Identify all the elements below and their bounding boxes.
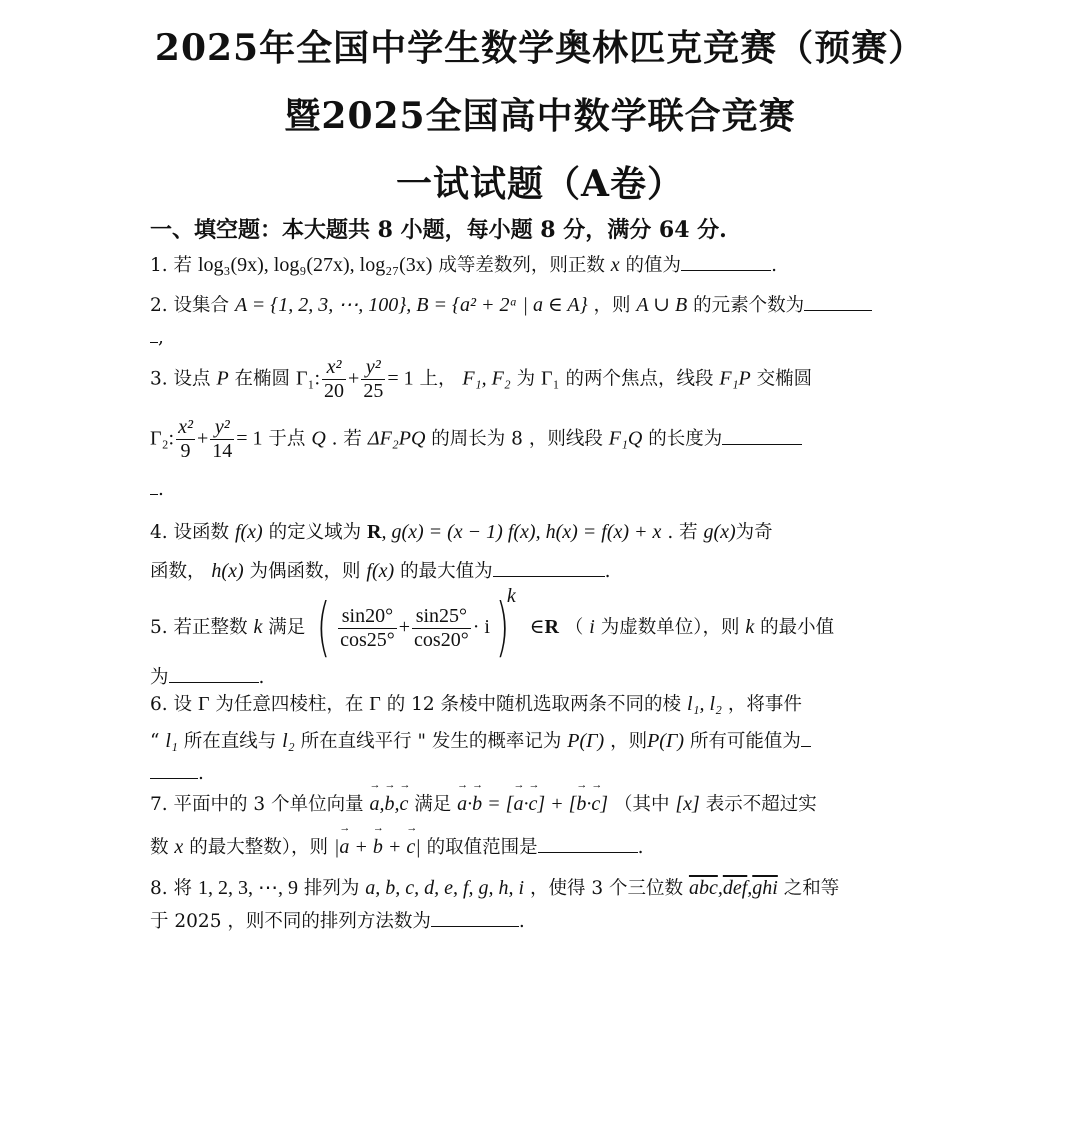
q8-letters: a, b, c, d, e, f, g, h, i bbox=[365, 877, 525, 899]
q3-number: 3. 设点 bbox=[150, 368, 211, 390]
q4-answer-blank bbox=[493, 558, 605, 577]
q3-eq-2: = 1 bbox=[236, 427, 263, 450]
q3-text-7: . 若 bbox=[331, 428, 362, 450]
q6-number: 6. 设 bbox=[150, 694, 193, 715]
q5-number: 5. 若正整数 bbox=[150, 617, 248, 638]
q8-number: 8. 将 bbox=[150, 878, 193, 899]
q7-text-3: 表示不超过实 bbox=[705, 794, 817, 815]
q7-text-2: （其中 bbox=[613, 794, 670, 815]
q3-text-6: 于点 bbox=[268, 428, 306, 450]
question-4 bbox=[150, 520, 773, 544]
q3-answer-blank bbox=[722, 426, 802, 445]
q8-def: $\overline{def}$ bbox=[722, 877, 748, 899]
q7-vec-a: → a bbox=[369, 792, 379, 816]
q6-text-3: ，将事件 bbox=[727, 694, 802, 715]
q8-text-3: 之和等 bbox=[783, 878, 840, 899]
q3-text-5: 交椭圆 bbox=[756, 368, 813, 390]
q7-x: x bbox=[174, 836, 184, 858]
q5-frac-1: $\frac{\sin 20^\circ}{\cos 25^\circ}$ bbox=[340, 604, 395, 651]
question-1: 1. 若 log₃(9x), log₉(27x), log₂₇(3x) 成等差数列，则正数 x 的值为 . bbox=[150, 254, 777, 276]
q5-text-2: （ bbox=[564, 617, 584, 638]
q4-number: 4. 设函数 bbox=[150, 522, 230, 543]
q5-imag: · i bbox=[472, 616, 490, 638]
q7-text-5: 的最大整数），则 bbox=[189, 837, 328, 858]
q7-condition: → a·→ b = [→ a·→ c] + [→ b·→ c] bbox=[457, 793, 608, 815]
question-8: 8. 将 1, 2, 3, ⋯, 9 排列为 a, b, c, d, e, f, g, h, i ，使得 3 个三位数 $\overline{abc},\overline{def},\overline{ghi}$ 之和等 bbox=[150, 877, 840, 899]
q3-gamma1-label: Γ₁: bbox=[295, 367, 321, 390]
question-7: 7. 平面中的 3 个单位向量 → a,→ b,→ c 满足 → a·→ b = [→ a·→ c] + [→ b·→ c] （其中 [x] 表示不超过实 bbox=[150, 792, 817, 816]
q1-expression: log₃(9x), log₉(27x), log₂₇(3x) bbox=[197, 254, 433, 276]
q6-gamma: Γ bbox=[197, 693, 210, 715]
q3-frac-y2-25: $\frac{\text{y²}}{25}$ bbox=[363, 356, 384, 402]
q2-text-a: ，则 bbox=[593, 295, 631, 316]
q3-text-4: 的两个焦点，线段 bbox=[565, 368, 714, 390]
q7-vec-c: → c bbox=[399, 792, 408, 816]
q8-answer-blank bbox=[431, 908, 519, 927]
q5-in: ∈ bbox=[529, 616, 545, 638]
q3-gamma1: Γ₁ bbox=[541, 367, 560, 390]
q4-text-3: 为奇 bbox=[735, 522, 773, 543]
q3-frac-y2-14: $\frac{\text{y²}}{14}$ bbox=[212, 416, 233, 462]
q2-text-b: 的元素个数为 bbox=[693, 295, 805, 316]
q8-line-2: 于 2025 ，则不同的排列方法数为 . bbox=[150, 908, 525, 933]
q5-text-5: 为 bbox=[150, 667, 169, 688]
q3-answer-blank-cont bbox=[150, 476, 158, 495]
q5-exponent: k bbox=[506, 584, 516, 607]
q4-text-4: 函数， bbox=[150, 561, 206, 582]
q1-answer-blank bbox=[681, 252, 771, 271]
q4-fx-2: f(x) bbox=[366, 560, 395, 582]
q8-text-2: ，使得 3 个三位数 bbox=[530, 878, 684, 899]
q7-text-6: 的取值范围是 bbox=[426, 837, 538, 858]
q4-hx: h(x) bbox=[211, 560, 244, 582]
q6-edges: l₁, l₂ bbox=[686, 693, 722, 715]
q3-triangle: ΔF₂PQ bbox=[367, 427, 426, 450]
question-5: 5. 若正整数 k 满足 ( $\frac{\sin 20^\circ}{\cos 25^\circ}$ + $\frac{\sin 25^\circ}{\cos 20^\circ}$ · i)$^k$ ∈R （ i 为虚数单位），则 k 的最小值 bbox=[150, 584, 835, 665]
q8-ghi: $\overline{ghi}$ bbox=[752, 877, 778, 899]
q6-line-2 bbox=[150, 728, 811, 753]
q3-gamma2-label: Γ₂: bbox=[150, 427, 175, 450]
q3-text-8: 的周长为 8 ，则线段 bbox=[431, 428, 603, 450]
q1-text-b: 的值为 bbox=[625, 255, 682, 276]
q3-frac-x2-20: $\frac{\text{x²}}{20}$ bbox=[324, 356, 345, 402]
q7-norm: |→ a + → b + → c| bbox=[334, 836, 421, 858]
q3-line-2: Γ₂: $\frac{\text{x²}}{9}$ + $\frac{\text{y²}}{14}$ = 1 于点 Q . 若 ΔF₂PQ 的周长为 8 ，则线段 F₁Q 的长度为 bbox=[150, 416, 802, 463]
q3-continuation: . bbox=[150, 476, 164, 501]
q5-text-3: 为虚数单位），则 bbox=[600, 617, 740, 638]
q3-segment-f1q: F₁Q bbox=[608, 427, 643, 450]
q5-answer-blank bbox=[169, 664, 259, 683]
q4-reals: R bbox=[367, 521, 382, 543]
question-6 bbox=[150, 692, 802, 716]
exam-title: 2025年全国中学生数学奥林匹克竞赛（预赛） bbox=[154, 27, 926, 69]
q3-text-3: 为 bbox=[516, 368, 536, 390]
q4-text-1: 的定义域为 bbox=[268, 522, 362, 543]
q5-k-2: k bbox=[745, 616, 755, 638]
question-2 bbox=[150, 292, 872, 317]
q1-var: x bbox=[610, 254, 620, 276]
q6-prob-2: P(Γ) bbox=[647, 730, 684, 752]
q6-text-2: 的 12 条棱中随机选取两条不同的棱 bbox=[386, 694, 682, 715]
q6-l1: l₁ bbox=[165, 730, 178, 752]
q7-text-1: 满足 bbox=[414, 794, 452, 815]
q2-answer-blank-cont bbox=[150, 324, 158, 343]
q5-text-1: 满足 bbox=[268, 617, 306, 638]
q7-vec-b: → b bbox=[384, 792, 394, 816]
q6-text-4: 所在直线与 bbox=[183, 731, 277, 752]
left-paren: ( bbox=[316, 591, 331, 665]
q1-text-a: 成等差数列，则正数 bbox=[438, 255, 605, 276]
q3-text-2: 上， bbox=[419, 368, 457, 390]
q2-union: A ∪ B bbox=[636, 294, 688, 316]
q7-text-4: 数 bbox=[150, 837, 169, 858]
q3-text-9: 的长度为 bbox=[648, 428, 723, 450]
right-paren: ) bbox=[495, 591, 510, 665]
q2-number: 2. 设集合 bbox=[150, 295, 230, 316]
q2-sets: A = {1, 2, 3, ⋯, 100}, B = {a² + 2ᵃ | a ∈ A} bbox=[234, 294, 588, 316]
q4-text-2: . 若 bbox=[667, 522, 698, 543]
q8-abc: $\overline{abc}$ bbox=[688, 877, 718, 899]
q6-text-1: 为任意四棱柱，在 bbox=[215, 694, 364, 715]
q3-eq-1: = 1 bbox=[387, 367, 414, 390]
q4-text-5: 为偶函数，则 bbox=[249, 561, 361, 582]
q5-text-4: 的最小值 bbox=[760, 617, 835, 638]
q6-l2: l₂ bbox=[282, 730, 295, 752]
q7-number: 7. 平面中的 3 个单位向量 bbox=[150, 794, 364, 815]
q6-text-5: 所在直线平行 " 发生的概率记为 bbox=[300, 731, 562, 752]
q4-gx: g(x) bbox=[703, 521, 736, 543]
q7-line-2: 数 x 的最大整数），则 |→ a + → b + → c| 的取值范围是 . bbox=[150, 834, 644, 859]
q2-answer-blank bbox=[804, 292, 872, 311]
q1-number: 1. 若 bbox=[150, 255, 193, 276]
q3-text-1: 在椭圆 bbox=[234, 368, 291, 390]
q7-answer-blank bbox=[538, 834, 638, 853]
q5-reals: R bbox=[544, 616, 559, 638]
q6-answer-blank-cont bbox=[150, 760, 198, 779]
q3-foci: F₁, F₂ bbox=[462, 367, 511, 390]
q5-line-2: 为 . bbox=[150, 664, 264, 689]
q3-segment-f1p: F₁P bbox=[719, 367, 751, 390]
paper-title: 一试试题（A卷） bbox=[396, 163, 684, 205]
q5-k: k bbox=[253, 616, 263, 638]
q4-line-2: 函数， h(x) 为偶函数，则 f(x) 的最大值为 . bbox=[150, 560, 611, 582]
question-3: 3. 设点 P 在椭圆 Γ₁: $\frac{\text{x²}}{20}$ + $\frac{\text{y²}}{25}$ = 1 上， F₁, F₂ 为 Γ₁ 的两个焦点，线段 F₁P 交椭圆 bbox=[150, 356, 813, 402]
q4-expression: , g(x) = (x − 1) f(x), h(x) = f(x) + x bbox=[381, 521, 662, 543]
q4-text-6: 的最大值为 bbox=[400, 561, 493, 582]
q8-sequence: 1, 2, 3, ⋯, 9 bbox=[197, 877, 298, 899]
q5-frac-2: $\frac{\sin 25^\circ}{\cos 20^\circ}$ bbox=[414, 604, 469, 651]
q6-prob: P(Γ) bbox=[567, 730, 605, 752]
q7-floor: [x] bbox=[675, 793, 700, 815]
q6-answer-blank bbox=[801, 728, 811, 747]
q6-text-6: ，则 bbox=[610, 731, 648, 752]
q6-continuation: . bbox=[150, 760, 204, 785]
q8-text-1: 排列为 bbox=[303, 878, 360, 899]
q4-fx: f(x) bbox=[234, 521, 263, 543]
q5-i: i bbox=[589, 616, 595, 638]
q3-point-p: P bbox=[216, 367, 229, 390]
q3-frac-x2-9: $\frac{\text{x²}}{9}$ bbox=[178, 416, 193, 462]
section-heading: 一、填空题：本大题共 8 小题，每小题 8 分，满分 64 分. bbox=[150, 217, 727, 243]
q3-point-q: Q bbox=[311, 427, 326, 450]
q2-continuation: , bbox=[150, 324, 164, 349]
q6-quote-open: “ bbox=[150, 731, 160, 752]
exam-subtitle: 暨2025全国高中数学联合竞赛 bbox=[284, 95, 796, 137]
q8-text-4: 于 2025 ，则不同的排列方法数为 bbox=[150, 911, 431, 932]
q6-gamma-2: Γ bbox=[369, 693, 381, 715]
q6-text-7: 所有可能值为 bbox=[689, 731, 801, 752]
